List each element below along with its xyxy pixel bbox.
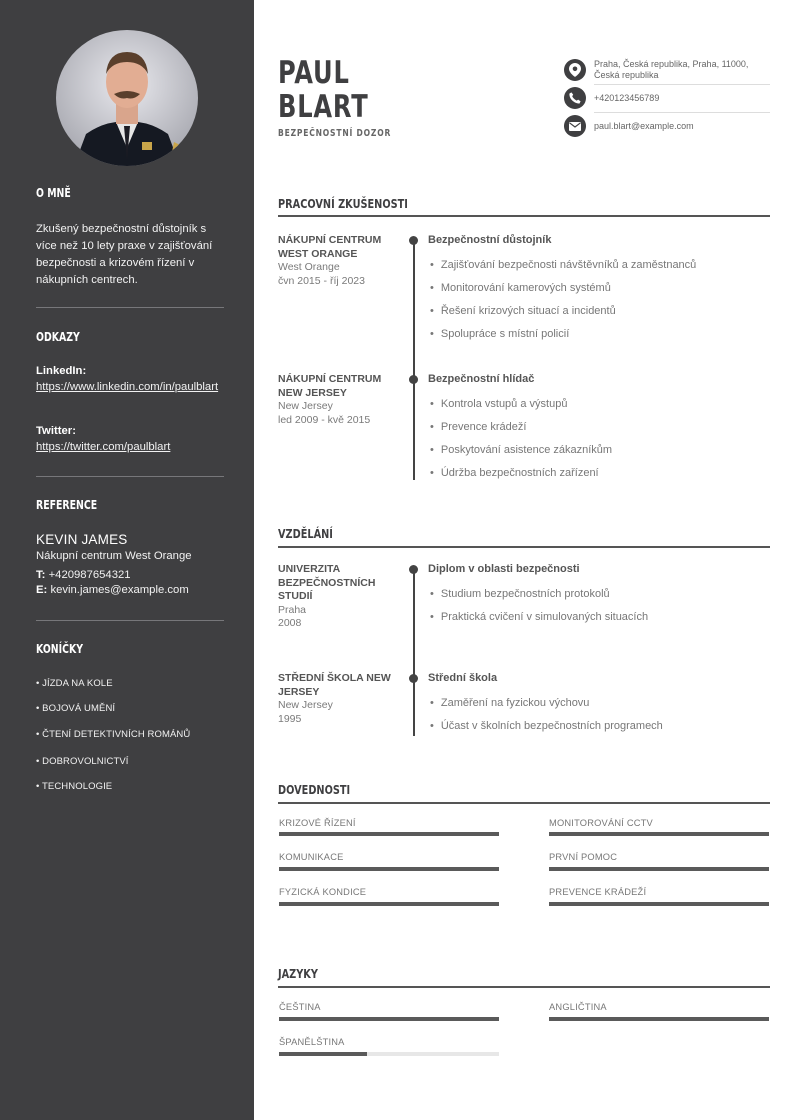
timeline-dot [409,236,418,245]
skill-bar [279,902,499,906]
phone-icon [564,87,586,109]
job-title: BEZPEČNOSTNÍ DOZOR [278,128,392,139]
language-bar [549,1017,769,1021]
timeline-dot [409,565,418,574]
hobby-item: • DOBROVOLNICTVÍ [36,756,129,767]
hobby-item: • JÍZDA NA KOLE [36,678,113,689]
section-rule [278,215,770,217]
experience-bullet: • Monitorování kamerových systémů [430,282,611,294]
experience-org: NÁKUPNÍ CENTRUM NEW JERSEY New Jersey led 2009 - kvě 2015 [278,373,382,426]
language-bar-fill [549,1017,769,1021]
education-bullet: • Studium bezpečnostních protokolů [430,588,610,600]
reference-name: KEVIN JAMES [36,532,128,547]
profile-photo [56,30,198,166]
divider [36,620,224,621]
divider [594,112,770,113]
section-rule [278,546,770,548]
skill-label: PRVNÍ POMOC [549,852,618,862]
phone-text: +420123456789 [594,92,660,103]
language-bar [279,1017,499,1021]
experience-bullet: • Spolupráce s místní policií [430,328,569,340]
contact-address [564,59,770,81]
divider [36,307,224,308]
skill-bar-fill [549,867,769,871]
experience-role: Bezpečnostní hlídač [428,373,535,385]
language-label: ANGLIČTINA [549,1002,607,1012]
twitter-link[interactable]: https://twitter.com/paulblart [36,440,171,453]
linkedin-link[interactable]: https://www.linkedin.com/in/paulblart [36,380,219,393]
divider [594,84,770,85]
experience-bullet: • Zajišťování bezpečnosti návštěvníků a zaměstnanců [430,259,696,271]
hobby-item: • BOJOVÁ UMĚNÍ [36,703,116,714]
links-heading: ODKAZY [36,330,80,344]
reference-phone: T: +420987654321 [36,569,131,581]
language-bar-fill [279,1052,367,1056]
contact-email [564,115,770,137]
timeline-dot [409,674,418,683]
education-org: STŘEDNÍ ŠKOLA NEW JERSEY New Jersey 1995 [278,672,391,725]
email-icon [564,115,586,137]
timeline-dot [409,375,418,384]
experience-role: Bezpečnostní důstojník [428,234,552,246]
experience-bullet: • Řešení krizových situací a incidentů [430,305,616,317]
education-degree: Diplom v oblasti bezpečnosti [428,563,580,575]
email-text: paul.blart@example.com [594,120,694,131]
skill-bar [549,902,769,906]
education-org: UNIVERZITA BEZPEČNOSTNÍCH STUDIÍ Praha 2008 [278,563,376,629]
experience-bullet: • Poskytování asistence zákazníkům [430,444,612,456]
contact-phone [564,87,770,109]
experience-heading: PRACOVNÍ ZKUŠENOSTI [278,196,408,211]
divider [36,476,224,477]
experience-bullet: • Kontrola vstupů a výstupů [430,398,567,410]
link-twitter [36,424,226,455]
address-text: Praha, Česká republika, Praha, 11000, Česká republika [594,59,749,80]
education-bullet: • Účast v školních bezpečnostních programech [430,720,663,732]
reference-heading: REFERENCE [36,498,98,512]
link-label: Twitter: [36,425,76,437]
hobby-item: • ČTENÍ DETEKTIVNÍCH ROMÁNŮ [36,729,191,740]
language-label: ŠPANĚLŠTINA [279,1037,345,1047]
skills-heading: DOVEDNOSTI [278,782,351,797]
skill-bar-fill [549,902,769,906]
skill-label: MONITOROVÁNÍ CCTV [549,818,653,828]
skill-bar [549,867,769,871]
skill-bar-fill [279,902,499,906]
last-name: BLART [278,89,369,125]
skill-label: PREVENCE KRÁDEŽÍ [549,887,647,897]
skill-bar-fill [279,832,499,836]
education-bullet: • Zaměření na fyzickou výchovu [430,697,589,709]
link-label: LinkedIn: [36,365,87,377]
hobby-item: • TECHNOLOGIE [36,781,113,792]
language-bar [279,1052,499,1056]
reference-email: E: kevin.james@example.com [36,584,189,596]
link-linkedin [36,364,226,395]
about-text: Zkušený bezpečnostní důstojník s více než 10 lety praxe v zajišťování bezpečnosti a krizovém řízení v nákupních centrech. [36,223,213,286]
experience-org: NÁKUPNÍ CENTRUM WEST ORANGE West Orange čvn 2015 - říj 2023 [278,234,382,287]
section-rule [278,986,770,988]
skill-bar [549,832,769,836]
skill-label: KOMUNIKACE [279,852,344,862]
sidebar [0,0,254,1120]
location-pin-icon [564,59,586,81]
first-name: PAUL [278,55,350,91]
reference-company: Nákupní centrum West Orange [36,550,192,562]
about-heading: O MNĚ [36,186,71,200]
education-bullet: • Praktická cvičení v simulovaných situacích [430,611,648,623]
education-heading: VZDĚLÁNÍ [278,526,333,541]
skill-label: KRIZOVÉ ŘÍZENÍ [279,818,356,828]
skill-bar [279,867,499,871]
experience-timeline [413,240,415,480]
experience-bullet: • Prevence krádeží [430,421,526,433]
education-timeline [413,569,415,736]
hobbies-heading: KONÍČKY [36,642,84,656]
skill-bar-fill [549,832,769,836]
languages-heading: JAZYKY [278,966,318,981]
education-degree: Střední škola [428,672,498,684]
language-label: ČEŠTINA [279,1002,321,1012]
language-bar-fill [279,1017,499,1021]
skill-label: FYZICKÁ KONDICE [279,887,367,897]
section-rule [278,802,770,804]
skill-bar-fill [279,867,499,871]
experience-bullet: • Údržba bezpečnostních zařízení [430,467,599,479]
skill-bar [279,832,499,836]
